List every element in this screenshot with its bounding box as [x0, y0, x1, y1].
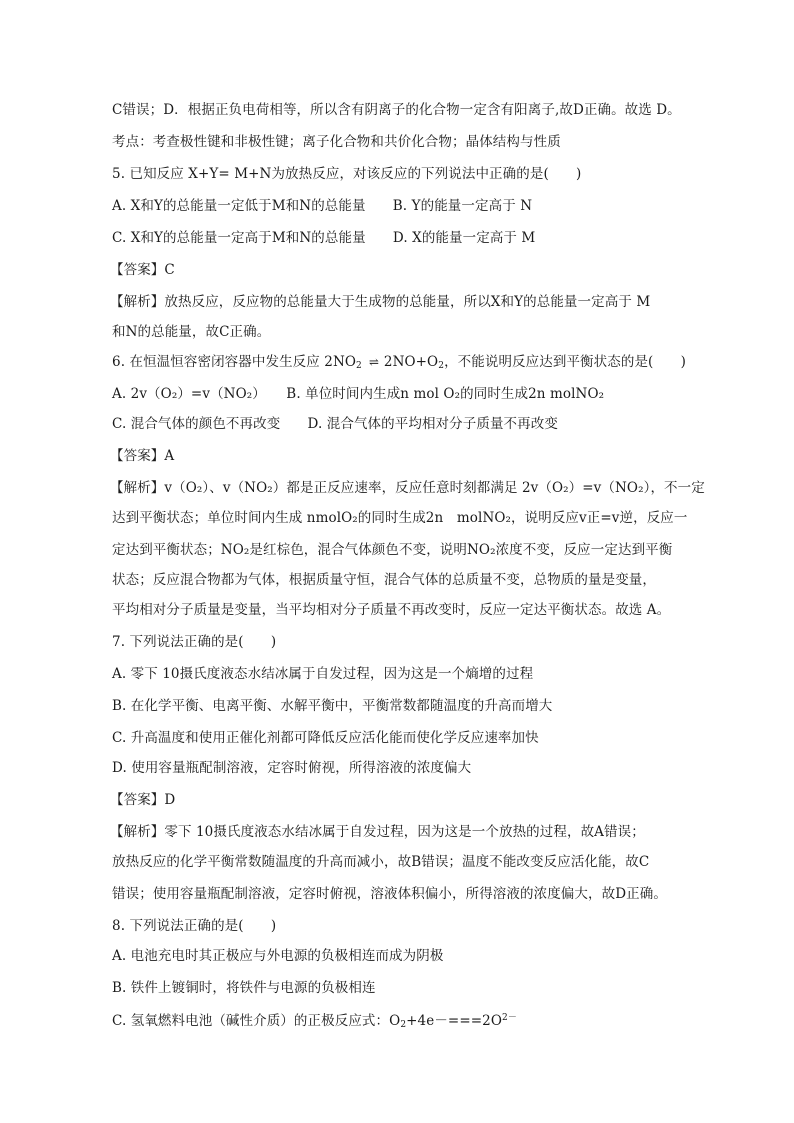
q8c-part-a: C. 氢氧燃料电池（碱性介质）的正极反应式：O	[112, 1013, 401, 1029]
subscript: 2	[356, 361, 362, 371]
option-line: A. 零下 10摄氏度液态水结冰属于自发过程，因为这是一个熵增的过程	[112, 666, 534, 682]
analysis-line: 错误；使用容量瓶配制溶液，定容时俯视，溶液体积偏小，所得溶液的浓度偏大，故D正确。	[112, 886, 667, 902]
option-line: A. 2v（O₂）=v（NO₂） B. 单位时间内生成n mol O₂的同时生成2n molNO₂	[112, 386, 605, 402]
option-line: C. 升高温度和使用正催化剂都可降低反应活化能而使化学反应速率加快	[112, 730, 539, 746]
question-7: 7. 下列说法正确的是( )	[112, 634, 277, 650]
analysis-line: 【解析】零下 10摄氏度液态水结冰属于自发过程，因为这是一个放热的过程，故A错误；	[110, 824, 645, 840]
question-8: 8. 下列说法正确的是( )	[112, 918, 277, 934]
subscript: 2	[438, 361, 445, 371]
analysis-line: 【解析】放热反应，反应物的总能量大于生成物的总能量，所以X和Y的总能量一定高于 M	[110, 294, 651, 310]
q8c-part-b: +4e－===2O	[406, 1013, 503, 1029]
option-line: A. 电池充电时其正极应与外电源的负极相连而成为阴极	[112, 948, 444, 964]
q6-part-c: ，不能说明反应达到平衡状态的是( )	[444, 354, 686, 370]
option-line	[112, 1008, 692, 1035]
analysis-line: 状态；反应混合物都为气体，根据质量守恒，混合气体的总质量不变，总物质的量是变量，	[112, 572, 656, 588]
text-line: 考点：考查极性键和非极性键；离子化合物和共价化合物；晶体结构与性质	[112, 134, 561, 150]
option-line: C. X和Y的总能量一定高于M和N的总能量 D. X的能量一定高于 M	[112, 230, 536, 246]
option-line: C. 混合气体的颜色不再改变 D. 混合气体的平均相对分子质量不再改变	[112, 416, 558, 432]
analysis-line: 定达到平衡状态；NO₂是红棕色，混合气体颜色不变，说明NO₂浓度不变，反应一定达到平衡	[112, 542, 673, 558]
question-6	[112, 352, 692, 376]
q6-part-b: 2NO+O	[383, 354, 439, 370]
subscript: 2	[400, 1020, 407, 1030]
answer-label: 【答案】D	[110, 792, 176, 808]
option-line: A. X和Y的总能量一定低于M和N的总能量 B. Y的能量一定高于 N	[112, 198, 533, 214]
option-line: D. 使用容量瓶配制溶液，定容时俯视，所得溶液的浓度偏大	[112, 760, 472, 776]
q6-part-a: 6. 在恒温恒容密闭容器中发生反应 2NO	[112, 354, 357, 370]
answer-label: 【答案】A	[110, 448, 175, 464]
analysis-line: 放热反应的化学平衡常数随温度的升高而减小，故B错误；温度不能改变反应活化能，故C	[112, 854, 650, 870]
analysis-line: 【解析】v（O₂）、v（NO₂）都是正反应速率，反应任意时刻都满足 2v（O₂）=v（NO₂），不一定	[110, 480, 705, 496]
option-line: B. 在化学平衡、电离平衡、水解平衡中，平衡常数都随温度的升高而增大	[112, 698, 553, 714]
question-5: 5. 已知反应 X+Y= M+N为放热反应，对该反应的下列说法中正确的是( )	[112, 166, 582, 182]
answer-label: 【答案】C	[110, 262, 175, 278]
analysis-line: 和N的总能量，故C正确。	[112, 324, 271, 340]
option-line: B. 铁件上镀铜时，将铁件与电源的负极相连	[112, 980, 376, 996]
superscript: 2－	[502, 1013, 517, 1023]
equilibrium-arrow-icon: ⇌	[368, 355, 377, 369]
analysis-line: 平均相对分子质量是变量，当平均相对分子质量不再改变时，反应一定达平衡状态。故选 A。	[112, 602, 671, 618]
text-line: C错误；D．根据正负电荷相等，所以含有阴离子的化合物一定含有阳离子,故D正确。故选 D。	[112, 102, 681, 118]
analysis-line: 达到平衡状态；单位时间内生成 nmolO₂的同时生成2n molNO₂，说明反应v正=v逆，反应一	[112, 510, 688, 526]
